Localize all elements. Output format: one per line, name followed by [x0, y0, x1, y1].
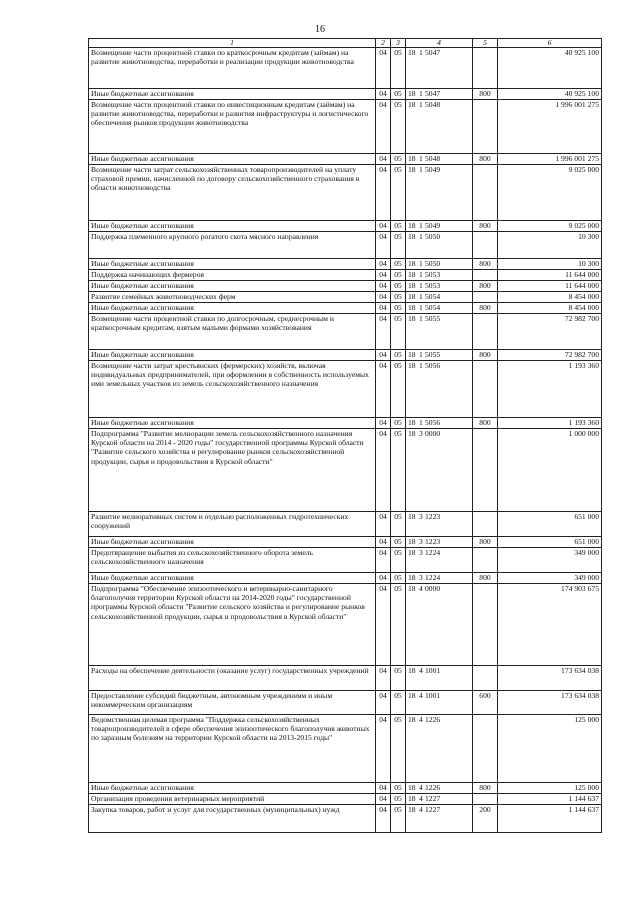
target-article-part: 5053	[425, 281, 441, 290]
section-code-cell: 04	[376, 89, 391, 100]
subsection-code-cell: 05	[391, 48, 406, 89]
subsection-code-cell: 05	[391, 303, 406, 314]
target-article-part: 1	[419, 165, 423, 174]
target-article-part: 18	[408, 270, 416, 279]
target-article-part: 1223	[425, 512, 441, 521]
table-row	[89, 154, 602, 165]
section-code-cell: 04	[376, 584, 391, 666]
subsection-code-cell: 05	[391, 548, 406, 573]
expense-type-cell: 800	[473, 281, 498, 292]
table-row	[89, 548, 602, 573]
amount-cell: 1 193 360	[498, 361, 602, 418]
table-row	[89, 361, 602, 418]
target-article-part: 4	[419, 691, 423, 700]
target-article-cell	[406, 232, 473, 259]
expense-name-cell: Возмещение части затрат сельскохозяйственных товаропроизводителей на уплату страховой премии, начисленной по договору сельскохозяйственного страхования в области животноводства	[89, 165, 376, 221]
expense-type-cell: 800	[473, 154, 498, 165]
expense-type-cell: 800	[473, 89, 498, 100]
table-row	[89, 418, 602, 429]
target-article-part: 18	[408, 303, 416, 312]
expense-name-cell: Развитие семейных животноводческих ферм	[89, 292, 376, 303]
target-article-part: 1227	[425, 805, 441, 814]
expense-type-cell	[473, 48, 498, 89]
section-code-cell: 04	[376, 537, 391, 548]
expense-name-cell: Иные бюджетные ассигнования	[89, 221, 376, 232]
expense-type-cell	[473, 584, 498, 666]
target-article-part: 5048	[425, 154, 441, 163]
target-article-cell	[406, 165, 473, 221]
target-article-cell	[406, 512, 473, 537]
expense-type-cell: 800	[473, 573, 498, 584]
expense-name-cell: Иные бюджетные ассигнования	[89, 89, 376, 100]
section-code-cell: 04	[376, 165, 391, 221]
table-row	[89, 584, 602, 666]
target-article-part: 3	[419, 512, 423, 521]
subsection-code-cell: 05	[391, 584, 406, 666]
expense-type-cell	[473, 512, 498, 537]
amount-cell: 1 996 001 275	[498, 100, 602, 154]
expense-type-cell	[473, 165, 498, 221]
target-article-part: 18	[408, 666, 416, 675]
target-article-part: 5056	[425, 418, 441, 427]
expense-name-cell: Иные бюджетные ассигнования	[89, 573, 376, 584]
target-article-part: 18	[408, 783, 416, 792]
target-article-part: 1	[419, 259, 423, 268]
section-code-cell: 04	[376, 512, 391, 537]
target-article-part: 18	[408, 537, 416, 546]
section-code-cell: 04	[376, 715, 391, 783]
amount-cell: 72 982 700	[498, 350, 602, 361]
subsection-code-cell: 05	[391, 100, 406, 154]
target-article-part: 18	[408, 691, 416, 700]
target-article-part: 18	[408, 548, 416, 557]
subsection-code-cell: 05	[391, 715, 406, 783]
section-code-cell: 04	[376, 666, 391, 691]
target-article-part: 18	[408, 100, 416, 109]
amount-cell: 1 996 001 275	[498, 154, 602, 165]
section-code-cell: 04	[376, 232, 391, 259]
target-article-part: 1226	[425, 715, 441, 724]
target-article-part: 3	[419, 573, 423, 582]
amount-cell: 11 644 000	[498, 270, 602, 281]
target-article-cell	[406, 154, 473, 165]
target-article-cell	[406, 303, 473, 314]
expense-type-cell	[473, 314, 498, 350]
target-article-part: 5055	[425, 314, 441, 323]
section-code-cell: 04	[376, 314, 391, 350]
target-article-part: 5048	[425, 100, 441, 109]
subsection-code-cell: 05	[391, 270, 406, 281]
amount-cell: 1 193 360	[498, 418, 602, 429]
subsection-code-cell: 05	[391, 165, 406, 221]
expense-type-cell	[473, 100, 498, 154]
table-row	[89, 573, 602, 584]
subsection-code-cell: 05	[391, 666, 406, 691]
amount-cell: 349 000	[498, 573, 602, 584]
expense-name-cell: Иные бюджетные ассигнования	[89, 418, 376, 429]
amount-cell: 72 982 700	[498, 314, 602, 350]
target-article-cell	[406, 48, 473, 89]
header-row	[89, 39, 602, 48]
target-article-cell	[406, 715, 473, 783]
amount-cell: 40 925 100	[498, 89, 602, 100]
table-row	[89, 165, 602, 221]
target-article-cell	[406, 292, 473, 303]
amount-cell: 173 634 038	[498, 691, 602, 715]
expense-type-cell	[473, 666, 498, 691]
table-row	[89, 232, 602, 259]
subsection-code-cell: 05	[391, 281, 406, 292]
expense-name-cell: Иные бюджетные ассигнования	[89, 281, 376, 292]
table-row	[89, 221, 602, 232]
subsection-code-cell: 05	[391, 259, 406, 270]
amount-cell: 8 454 000	[498, 303, 602, 314]
table-row	[89, 292, 602, 303]
subsection-code-cell: 05	[391, 805, 406, 833]
amount-cell: 1 144 637	[498, 794, 602, 805]
target-article-part: 1	[419, 418, 423, 427]
target-article-part: 4	[419, 783, 423, 792]
expense-name-cell: Иные бюджетные ассигнования	[89, 537, 376, 548]
amount-cell: 651 000	[498, 537, 602, 548]
expense-type-cell: 800	[473, 783, 498, 794]
section-code-cell: 04	[376, 350, 391, 361]
target-article-part: 18	[408, 232, 416, 241]
section-code-cell: 04	[376, 154, 391, 165]
table-row	[89, 805, 602, 833]
subsection-code-cell: 05	[391, 429, 406, 512]
target-article-part: 18	[408, 165, 416, 174]
target-article-cell	[406, 783, 473, 794]
target-article-cell	[406, 794, 473, 805]
table-row	[89, 783, 602, 794]
section-code-cell: 04	[376, 270, 391, 281]
target-article-part: 4	[419, 794, 423, 803]
subsection-code-cell: 05	[391, 783, 406, 794]
target-article-cell	[406, 350, 473, 361]
section-code-cell: 04	[376, 794, 391, 805]
target-article-part: 18	[408, 429, 416, 438]
target-article-part: 1	[419, 270, 423, 279]
subsection-code-cell: 05	[391, 573, 406, 584]
subsection-code-cell: 05	[391, 361, 406, 418]
target-article-cell	[406, 281, 473, 292]
expense-name-cell: Возмещение части затрат крестьянских (фермерских) хозяйств, включая индивидуальных предпринимателей, при оформлении в собственность используемых ими земельных участков из земель сельскохозяйственного назначения	[89, 361, 376, 418]
target-article-part: 1224	[425, 548, 441, 557]
table-row	[89, 259, 602, 270]
table-row	[89, 691, 602, 715]
target-article-cell	[406, 573, 473, 584]
target-article-cell	[406, 666, 473, 691]
target-article-cell	[406, 584, 473, 666]
target-article-cell	[406, 89, 473, 100]
budget-table	[88, 38, 602, 833]
target-article-part: 3	[419, 548, 423, 557]
section-code-cell: 04	[376, 548, 391, 573]
target-article-cell	[406, 805, 473, 833]
target-article-part: 1	[419, 154, 423, 163]
target-article-part: 1	[419, 314, 423, 323]
target-article-part: 5047	[425, 89, 441, 98]
section-code-cell: 04	[376, 259, 391, 270]
target-article-part: 18	[408, 314, 416, 323]
target-article-part: 1001	[425, 691, 441, 700]
amount-cell: 9 025 000	[498, 165, 602, 221]
target-article-cell	[406, 100, 473, 154]
target-article-cell	[406, 259, 473, 270]
target-article-part: 18	[408, 259, 416, 268]
expense-name-cell: Иные бюджетные ассигнования	[89, 303, 376, 314]
subsection-code-cell: 05	[391, 350, 406, 361]
table-row	[89, 666, 602, 691]
target-article-part: 18	[408, 350, 416, 359]
target-article-part: 1	[419, 100, 423, 109]
target-article-part: 18	[408, 89, 416, 98]
expense-type-cell	[473, 429, 498, 512]
amount-cell: 8 454 000	[498, 292, 602, 303]
expense-type-cell	[473, 232, 498, 259]
subsection-code-cell: 05	[391, 418, 406, 429]
target-article-part: 18	[408, 573, 416, 582]
section-code-cell: 04	[376, 292, 391, 303]
target-article-part: 1	[419, 350, 423, 359]
expense-name-cell: Подпрограмма "Обеспечение эпизоотического и ветеринарно-санитарного благополучия территории Курской области на 2014-2020 годы" государственной программы Курской области "Развитие сельского хозяйства и регулирование рынков сельскохозяйственной продукции, сырья и продовольствия в Курской области"	[89, 584, 376, 666]
expense-type-cell: 200	[473, 805, 498, 833]
expense-name-cell: Возмещение части процентной ставки по инвестиционным кредитам (займам) на развитие животноводства, переработки и развития инфраструктуры и логистического обеспечения рынков продукции животноводства	[89, 100, 376, 154]
target-article-part: 18	[408, 512, 416, 521]
expense-name-cell: Иные бюджетные ассигнования	[89, 783, 376, 794]
target-article-part: 5054	[425, 292, 441, 301]
target-article-part: 0000	[425, 584, 441, 593]
table-row	[89, 512, 602, 537]
target-article-part: 5050	[425, 259, 441, 268]
subsection-code-cell: 05	[391, 292, 406, 303]
section-code-cell: 04	[376, 691, 391, 715]
target-article-cell	[406, 537, 473, 548]
section-code-cell: 04	[376, 805, 391, 833]
target-article-cell	[406, 691, 473, 715]
target-article-cell	[406, 270, 473, 281]
expense-name-cell: Поддержка начинающих фермеров	[89, 270, 376, 281]
expense-name-cell: Возмещение части процентной ставки по долгосрочным, среднесрочным и краткосрочным кредитам, взятым малыми формами хозяйствования	[89, 314, 376, 350]
expense-name-cell: Развитие мелиоративных систем и отдельно расположенных гидротехнических сооружений	[89, 512, 376, 537]
expense-name-cell: Организация проведения ветеринарных мероприятий	[89, 794, 376, 805]
target-article-part: 1224	[425, 573, 441, 582]
target-article-part: 18	[408, 292, 416, 301]
subsection-code-cell: 05	[391, 314, 406, 350]
target-article-part: 18	[408, 48, 416, 57]
table-row	[89, 303, 602, 314]
section-code-cell: 04	[376, 100, 391, 154]
expense-name-cell: Расходы на обеспечение деятельности (оказание услуг) государственных учреждений	[89, 666, 376, 691]
target-article-part: 1	[419, 292, 423, 301]
section-code-cell: 04	[376, 48, 391, 89]
table-row	[89, 537, 602, 548]
target-article-part: 4	[419, 666, 423, 675]
target-article-part: 3	[419, 429, 423, 438]
expense-type-cell: 800	[473, 350, 498, 361]
target-article-cell	[406, 221, 473, 232]
amount-cell: 9 025 000	[498, 221, 602, 232]
expense-name-cell: Предотвращение выбытия из сельскохозяйственного оборота земель сельскохозяйственного назначения	[89, 548, 376, 573]
subsection-code-cell: 05	[391, 221, 406, 232]
expense-name-cell: Поддержка племенного крупного рогатого скота мясного направления	[89, 232, 376, 259]
target-article-part: 5049	[425, 165, 441, 174]
target-article-part: 18	[408, 281, 416, 290]
amount-cell: 173 634 038	[498, 666, 602, 691]
section-code-cell: 04	[376, 573, 391, 584]
header-cell: 5	[473, 39, 498, 48]
page-number: 16	[315, 24, 325, 35]
expense-type-cell	[473, 361, 498, 418]
target-article-cell	[406, 361, 473, 418]
subsection-code-cell: 05	[391, 89, 406, 100]
amount-cell: 1 000 000	[498, 429, 602, 512]
target-article-part: 18	[408, 715, 416, 724]
target-article-part: 4	[419, 805, 423, 814]
expense-type-cell: 800	[473, 303, 498, 314]
table-row	[89, 350, 602, 361]
expense-name-cell: Ведомственная целевая программа "Поддержка сельскохозяйственных товаропроизводителей в сфере обеспечения эпизоотического благополучия животных по заразным болезням на территории Курской области на 2013-2015 годы"	[89, 715, 376, 783]
table-row	[89, 100, 602, 154]
expense-type-cell	[473, 715, 498, 783]
subsection-code-cell: 05	[391, 512, 406, 537]
amount-cell: 11 644 000	[498, 281, 602, 292]
header-cell: 3	[391, 39, 406, 48]
target-article-part: 18	[408, 361, 416, 370]
target-article-cell	[406, 548, 473, 573]
target-article-part: 4	[419, 584, 423, 593]
target-article-part: 1	[419, 48, 423, 57]
target-article-part: 1	[419, 221, 423, 230]
expense-type-cell	[473, 270, 498, 281]
target-article-part: 1227	[425, 794, 441, 803]
amount-cell: 125 000	[498, 715, 602, 783]
subsection-code-cell: 05	[391, 691, 406, 715]
target-article-part: 18	[408, 221, 416, 230]
target-article-part: 5055	[425, 350, 441, 359]
target-article-part: 1	[419, 232, 423, 241]
subsection-code-cell: 05	[391, 794, 406, 805]
table-row	[89, 794, 602, 805]
expense-name-cell: Иные бюджетные ассигнования	[89, 350, 376, 361]
table-row	[89, 314, 602, 350]
target-article-part: 1223	[425, 537, 441, 546]
subsection-code-cell: 05	[391, 537, 406, 548]
target-article-cell	[406, 429, 473, 512]
subsection-code-cell: 05	[391, 232, 406, 259]
section-code-cell: 04	[376, 303, 391, 314]
amount-cell: 1 144 637	[498, 805, 602, 833]
expense-type-cell: 600	[473, 691, 498, 715]
expense-name-cell: Возмещение части процентной ставки по краткосрочным кредитам (займам) на развитие животноводства, переработки и реализации продукции животноводства	[89, 48, 376, 89]
target-article-part: 18	[408, 805, 416, 814]
target-article-part: 0000	[425, 429, 441, 438]
target-article-cell	[406, 418, 473, 429]
amount-cell: 40 925 100	[498, 48, 602, 89]
target-article-part: 3	[419, 537, 423, 546]
amount-cell: 349 000	[498, 548, 602, 573]
target-article-part: 5054	[425, 303, 441, 312]
expense-name-cell: Закупка товаров, работ и услуг для государственных (муниципальных) нужд	[89, 805, 376, 833]
expense-type-cell: 800	[473, 259, 498, 270]
section-code-cell: 04	[376, 221, 391, 232]
target-article-part: 1	[419, 89, 423, 98]
section-code-cell: 04	[376, 418, 391, 429]
target-article-part: 5050	[425, 232, 441, 241]
table-row	[89, 89, 602, 100]
target-article-part: 18	[408, 154, 416, 163]
header-cell: 2	[376, 39, 391, 48]
header-cell: 1	[89, 39, 376, 48]
amount-cell: 651 000	[498, 512, 602, 537]
table-row	[89, 429, 602, 512]
section-code-cell: 04	[376, 361, 391, 418]
expense-type-cell: 800	[473, 221, 498, 232]
section-code-cell: 04	[376, 429, 391, 512]
amount-cell: 174 903 675	[498, 584, 602, 666]
target-article-part: 1001	[425, 666, 441, 675]
amount-cell: 125 000	[498, 783, 602, 794]
expense-type-cell	[473, 292, 498, 303]
table-row	[89, 715, 602, 783]
subsection-code-cell: 05	[391, 154, 406, 165]
target-article-cell	[406, 314, 473, 350]
expense-type-cell	[473, 794, 498, 805]
header-cell: 6	[498, 39, 602, 48]
target-article-part: 1226	[425, 783, 441, 792]
expense-name-cell: Предоставление субсидий бюджетным, автономным учреждениям и иным некоммерческим организациям	[89, 691, 376, 715]
target-article-part: 18	[408, 584, 416, 593]
section-code-cell: 04	[376, 281, 391, 292]
target-article-part: 1	[419, 303, 423, 312]
target-article-part: 1	[419, 361, 423, 370]
expense-type-cell: 800	[473, 537, 498, 548]
target-article-part: 18	[408, 794, 416, 803]
amount-cell: 10 300	[498, 232, 602, 259]
target-article-part: 1	[419, 281, 423, 290]
target-article-part: 4	[419, 715, 423, 724]
table-row	[89, 281, 602, 292]
target-article-part: 5049	[425, 221, 441, 230]
expense-type-cell: 800	[473, 418, 498, 429]
target-article-part: 5053	[425, 270, 441, 279]
table-row	[89, 48, 602, 89]
header-cell: 4	[406, 39, 473, 48]
amount-cell: 10 300	[498, 259, 602, 270]
target-article-part: 18	[408, 418, 416, 427]
expense-type-cell	[473, 548, 498, 573]
table-row	[89, 270, 602, 281]
expense-name-cell: Иные бюджетные ассигнования	[89, 259, 376, 270]
expense-name-cell: Иные бюджетные ассигнования	[89, 154, 376, 165]
expense-name-cell: Подпрограмма "Развитие мелиорации земель сельскохозяйственного назначения Курской области на 2014 - 2020 годы" государственной программы Курской области "Развитие сельского хозяйства и регулирование рынков сельскохозяйственной продукции, сырья и продовольствия в Курской области"	[89, 429, 376, 512]
target-article-part: 5056	[425, 361, 441, 370]
target-article-part: 5047	[425, 48, 441, 57]
section-code-cell: 04	[376, 783, 391, 794]
